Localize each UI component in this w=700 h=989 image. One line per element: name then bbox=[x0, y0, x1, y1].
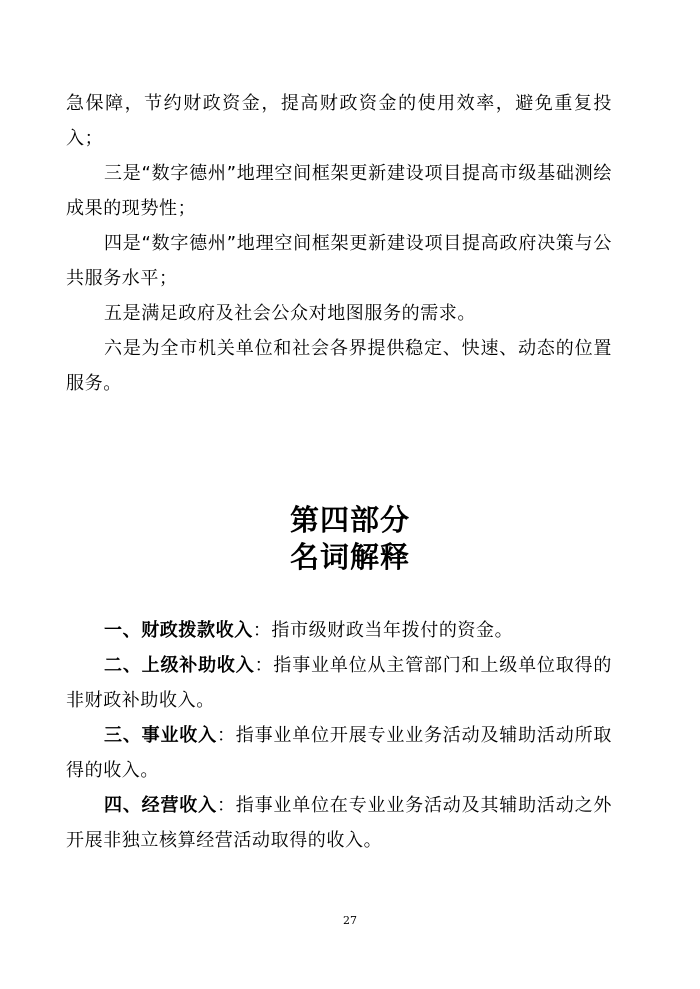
paragraph-item-six: 六是为全市机关单位和社会各界提供稳定、快速、动态的位置服务。 bbox=[66, 338, 612, 394]
paragraph-item-three: 三是“数字德州”地理空间框架更新建设项目提高市级基础测绘成果的现势性； bbox=[66, 163, 612, 219]
definition-item bbox=[66, 788, 612, 858]
definition-text: 指市级财政当年拨付的资金。 bbox=[271, 620, 514, 641]
definition-item bbox=[66, 613, 612, 648]
paragraph-item-four: 四是“数字德州”地理空间框架更新建设项目提高政府决策与公共服务水平； bbox=[66, 233, 612, 289]
part-heading-line1: 第四部分 bbox=[289, 503, 410, 537]
definition-separator: ： bbox=[254, 655, 274, 676]
paragraph-continued: 急保障，节约财政资金，提高财政资金的使用效率，避免重复投入； bbox=[66, 93, 612, 149]
definition-term: 一、财政拨款收入 bbox=[104, 620, 253, 641]
continued-list-section bbox=[66, 86, 612, 401]
paragraph-item-five: 五是满足政府及社会公众对地图服务的需求。 bbox=[104, 303, 476, 324]
definitions-section bbox=[66, 613, 612, 858]
page-number: 27 bbox=[343, 914, 357, 927]
definition-separator: ： bbox=[216, 725, 236, 746]
definition-term: 四、经营收入 bbox=[104, 795, 217, 816]
part-heading-line2: 名词解释 bbox=[289, 540, 410, 574]
definition-text: 指事业单位开展专业业务活动及辅助活动所取得的收入。 bbox=[66, 725, 612, 781]
definition-text: 指事业单位从主管部门和上级单位取得的非财政补助收入。 bbox=[66, 655, 612, 711]
definition-text: 指事业单位在专业业务活动及其辅助活动之外开展非独立核算经营活动取得的收入。 bbox=[66, 795, 612, 851]
definition-item bbox=[66, 718, 612, 788]
definition-term: 三、事业收入 bbox=[104, 725, 217, 746]
definition-term: 二、上级补助收入 bbox=[104, 655, 255, 676]
definition-separator: ： bbox=[252, 620, 272, 641]
definition-item bbox=[66, 648, 612, 718]
definition-separator: ： bbox=[216, 795, 236, 816]
